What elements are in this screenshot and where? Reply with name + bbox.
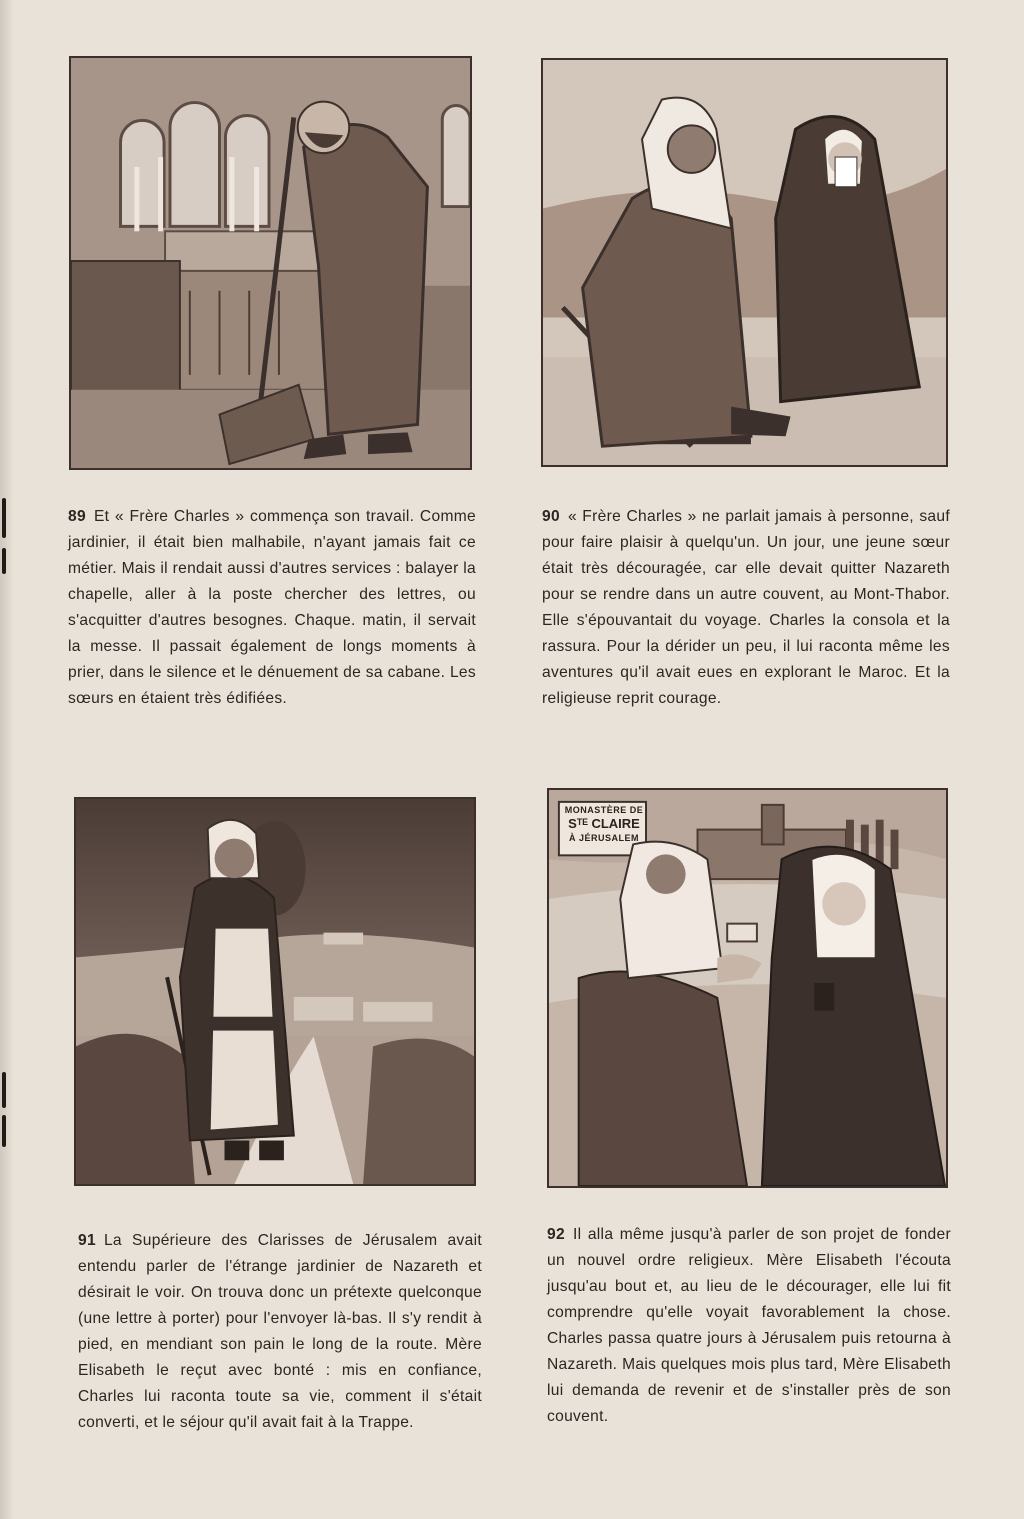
illustration-91 bbox=[74, 797, 476, 1186]
sign-line-1: MONASTÈRE DE bbox=[564, 805, 644, 815]
page-edge bbox=[0, 0, 14, 1519]
illustration-92-art bbox=[549, 790, 946, 1186]
caption-90 bbox=[542, 504, 950, 712]
caption-text: « Frère Charles » ne parlait jamais à personne, sauf pour faire plaisir à quelqu'un. Un jour, une jeune sœur était très découragée, car elle devait quitter Nazareth pour se rendre dans un autre couvent, au Mont-Thabor. Elle s'épouvantait du voyage. Charles la consola et la rassura. Pour la dérider un peu, il lui raconta même les aventures qu'il avait eues en explorant le Maroc. Et la religieuse reprit courage. bbox=[542, 508, 950, 707]
caption-89 bbox=[68, 504, 476, 712]
caption-number: 90 bbox=[542, 508, 560, 525]
caption-text: Il alla même jusqu'à parler de son projet de fonder un nouvel ordre religieux. Mère Elisabeth l'écouta jusqu'au bout et, au lieu de le décourager, elle lui fit comprendre qu'elle voyait favorablement la chose. Charles passa quatre jours à Jérusalem puis retourna à Nazareth. Mais quelques mois plus tard, Mère Elisabeth lui demanda de revenir et de s'installer près de son couvent. bbox=[547, 1226, 951, 1425]
binding-staple bbox=[2, 498, 6, 538]
illustration-89-art bbox=[71, 58, 470, 468]
caption-91 bbox=[78, 1228, 482, 1436]
monastery-sign bbox=[561, 804, 647, 844]
illustration-90 bbox=[541, 58, 948, 467]
binding-staple bbox=[2, 548, 6, 574]
binding-staple bbox=[2, 1115, 6, 1147]
illustration-90-art bbox=[543, 60, 946, 465]
caption-text: La Supérieure des Clarisses de Jérusalem avait entendu parler de l'étrange jardinier de Nazareth et désirait le voir. On trouva donc un prétexte quelconque (une lettre à porter) pour l'envoyer là-bas. Il s'y rendit à pied, en mendiant son pain le long de la route. Mère Elisabeth le reçut avec bonté : mis en confiance, Charles lui raconta toute sa vie, comment il s'était converti, et le séjour qu'il avait fait à la Trappe. bbox=[78, 1232, 482, 1431]
binding-staple bbox=[2, 1072, 6, 1108]
sign-line-2: Sᵀᴱ CLAIRE bbox=[568, 816, 640, 831]
sign-line-3: À JÉRUSALEM bbox=[568, 833, 639, 843]
caption-number: 92 bbox=[547, 1226, 565, 1243]
caption-92 bbox=[547, 1222, 951, 1430]
illustration-92 bbox=[547, 788, 948, 1188]
caption-number: 89 bbox=[68, 508, 86, 525]
caption-number: 91 bbox=[78, 1232, 96, 1249]
caption-text: Et « Frère Charles » commença son travail. Comme jardinier, il était bien malhabile, n'ayant jamais fait ce métier. Mais il rendait aussi d'autres services : balayer la chapelle, aller à la poste chercher des lettres, ou s'acquitter d'autres besognes. Chaque. matin, il servait la messe. Il passait également de longs moments à prier, dans le silence et le dénuement de sa cabane. Les sœurs en étaient très édifiées. bbox=[68, 508, 476, 707]
illustration-91-art bbox=[76, 799, 474, 1184]
illustration-89 bbox=[69, 56, 472, 470]
